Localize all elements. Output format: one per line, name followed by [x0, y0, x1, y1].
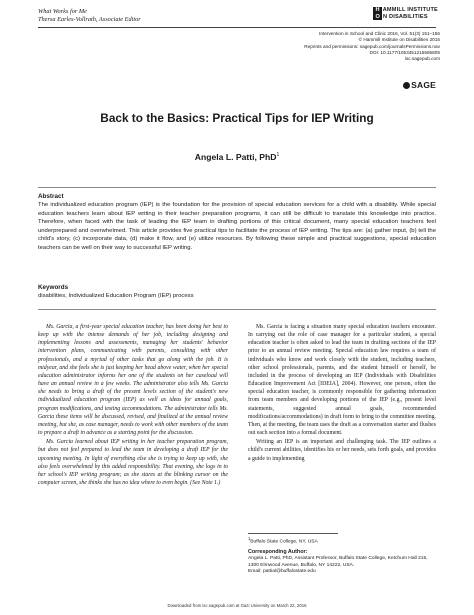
article-title: Back to the Basics: Practical Tips for IEP Writing — [100, 111, 374, 125]
corresponding-text: Angela L. Patti, PhD, Assistant Professor, Buffalo State College, Ketchum Hall 215, 1300 Elmwood Avenue, Buffalo, NY 14222, USA. — [248, 556, 428, 568]
associate-editor: Thersa Earles-Vollrath, Associate Editor — [38, 16, 141, 23]
footnotes — [248, 536, 436, 576]
logo-line-2: N DISABILITIES — [383, 13, 428, 20]
meta-permissions: Reprints and permissions: sagepub.com/journalsPermissions.nav — [304, 43, 440, 49]
affiliation-text: Buffalo State College, NY, USA — [250, 539, 318, 545]
sage-wordmark: SAGE — [411, 80, 436, 90]
keywords-heading: Keywords — [38, 284, 69, 291]
author-name: Angela L. Patti, PhD — [194, 152, 277, 162]
footnote-rule — [248, 533, 338, 534]
logo-line-1: AMMILL INSTITUTE — [382, 7, 438, 13]
body-paragraph-1: Ms. Garcia is facing a situation many special education teachers encounter. In carrying out the role of case manager for a particular student, a special education teacher is often asked to lead the team in drafting sections of the IEP prior to an annual review meeting. Special education law requires a team of individuals who know and work closely with the student, including teachers, other school professionals, parents, and the student himself or herself, be included in the process of developing an IEP (Individuals with Disabilities Education Improvement Act [IDEIA], 2004). However, one person, often the special education teacher, is commonly responsible for gathering information from team members and developing portions of the IEP (e.g., present level statements, suggested annual goals, recommended modifications/accommodations) in draft form to bring to the committee meeting. Then, at the meeting, the team uses the draft as a conversation starter and flushes out each section into a formal document. — [248, 324, 436, 437]
keywords-bottom-rule — [38, 309, 436, 310]
article-author — [38, 152, 436, 162]
vignette-paragraph-1: Ms. Garcia, a first-year special education teacher, has been doing her best to keep up with the intense demands of her job, including designing and implementing lessons and assessments, managing her students' behavior intervention plans, communicating with parents, consulting with other professionals, and a myriad of other tasks that go along with the job. It is midyear, and she feels she is just keeping her head above water, when her special education administrator informs her one of the students on her caseload will have an annual review in a few weeks. The administrator also tells Ms. Garcia she needs to bring a draft of the present levels section of the student's new individualized education program (IEP) as well as ideas for annual goals, program modifications, and testing accommodations. The administrator tells Ms. Garcia these items will be discussed, revised, and finalized at the annual review meeting, but she, as case manager, needs to work with other members of the team to prepare a draft in advance as a starting point for the discussion. — [38, 324, 228, 437]
corresponding-label: Corresponding Author: — [248, 549, 308, 556]
meta-doi: DOI: 10.1177/1053451215585805 — [369, 49, 440, 55]
meta-citation: Intervention in School and Clinic 2016, Vol. 51(3) 151–156 — [319, 31, 440, 36]
download-line: Downloaded from isc.sagepub.com at Gazi University on March 22, 2016 — [167, 603, 307, 608]
abstract-text: The individualized education program (IEP) is the foundation for the provision of special education services for a child with a disability. While special education teachers learn about IEP writing in their teacher preparation programs, it can still be difficult to translate this knowledge into practice. Therefore, when faced with the task of leading the IEP team in drafting portions of this critical document, many special education teachers feel underprepared and overwhelmed. This article provides five practical tips to facilitate the process of IEP writing. The tips are: (a) gather input, (b) tell the child's story, (c) incorporate data, (d) make it flow, and (e) utilize resources. By following these simple and practical suggestions, special education teachers can be well on their way to successful IEP writing. — [38, 202, 436, 251]
vignette-paragraph-2: Ms. Garcia learned about IEP writing in her teacher preparation program, but does not feel prepared to lead the team in developing a draft IEP for the upcoming meeting. In light of everything else she is trying to keep up with, she also feels overwhelmed by this added responsibility. That evening, she logs in to her school's IEP writing program; as she stares at the blinking cursor on the computer screen, she thinks she has no idea where to even begin. (See Note 1.) — [38, 439, 228, 486]
corresponding-email: Email: pattial@buffalostate.edu — [248, 569, 316, 575]
abstract-heading: Abstract — [38, 193, 64, 200]
article-meta — [260, 31, 440, 62]
body-right-column — [248, 323, 436, 463]
journal-section: What Works for Me — [38, 8, 87, 15]
logo-mark-2: O — [375, 13, 380, 20]
affiliation-note — [248, 536, 436, 546]
meta-url: isc.sagepub.com — [404, 56, 440, 62]
running-header — [38, 8, 141, 24]
logo-mark: H — [375, 7, 380, 13]
affiliation-mark: 1 — [248, 536, 251, 541]
publisher-logo — [373, 7, 438, 20]
keywords-text: disabilities, Individualized Education Program (IEP) process — [38, 293, 194, 299]
body-paragraph-2: Writing an IEP is an important and challenging task. The IEP outlines a child's current abilities, identifies his or her needs, sets forth goals, and provides a guide to implementing — [248, 439, 436, 462]
meta-copyright: © Hammill Institute on Disabilities 2015 — [358, 37, 440, 43]
header-rule — [38, 27, 436, 28]
author-affil-mark: 1 — [276, 152, 280, 158]
sage-mark-icon — [403, 82, 410, 89]
abstract-top-rule — [38, 187, 436, 188]
sage-logo — [403, 80, 436, 90]
body-left-column — [38, 323, 228, 487]
